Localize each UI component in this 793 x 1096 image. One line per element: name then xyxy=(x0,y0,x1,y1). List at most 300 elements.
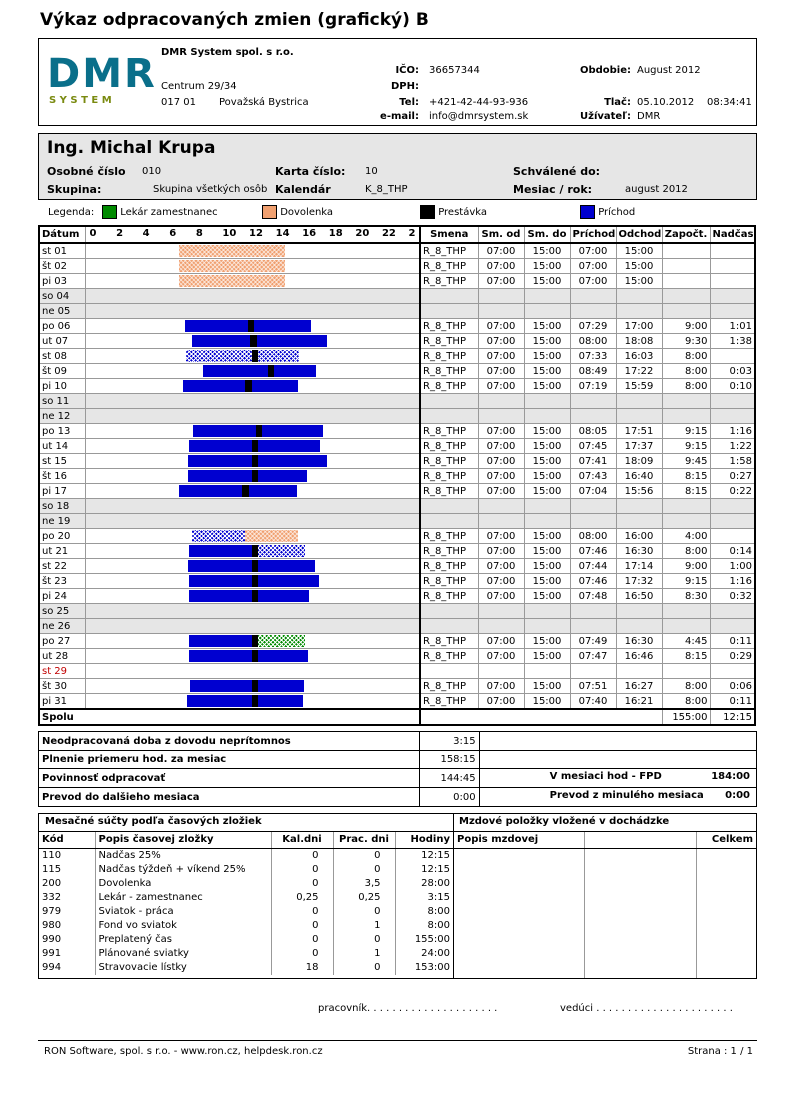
mesiac-label: Mesiac / rok: xyxy=(513,183,593,196)
row-gantt xyxy=(85,454,420,469)
row-date: po 27 xyxy=(39,634,85,649)
row-date: st 15 xyxy=(39,454,85,469)
row-smod: 07:00 xyxy=(478,424,524,439)
karta-label: Karta číslo: xyxy=(275,165,346,178)
row-nadcas xyxy=(710,394,755,409)
row-gantt xyxy=(85,394,420,409)
skupina-value: Skupina všetkých osôb xyxy=(153,184,268,195)
summary-kod: 110 xyxy=(39,848,95,863)
table-row xyxy=(39,243,755,259)
break-bar xyxy=(268,365,275,377)
table-row xyxy=(39,694,755,710)
row-nadcas: 1:22 xyxy=(710,439,755,454)
row-gantt xyxy=(85,439,420,454)
row-smod: 07:00 xyxy=(478,469,524,484)
row-odchod xyxy=(616,664,662,679)
row-nadcas: 1:58 xyxy=(710,454,755,469)
summary-row xyxy=(39,947,453,961)
company-logo xyxy=(45,49,157,109)
row-smdo: 15:00 xyxy=(524,349,570,364)
row-prichod: 07:19 xyxy=(570,379,616,394)
employee-box xyxy=(38,133,757,200)
footer-right: Strana : 1 / 1 xyxy=(687,1046,753,1057)
row-gantt xyxy=(85,559,420,574)
summary-prac: 0 xyxy=(333,863,395,877)
row-zapoct: 8:00 xyxy=(662,694,710,710)
row-prichod xyxy=(570,499,616,514)
row-prichod xyxy=(570,304,616,319)
row-prichod: 07:33 xyxy=(570,349,616,364)
table-row xyxy=(39,679,755,694)
row-date: št 23 xyxy=(39,574,85,589)
attendance-bar xyxy=(192,530,245,542)
summary-prac: 1 xyxy=(333,947,395,961)
row-smod: 07:00 xyxy=(478,589,524,604)
row-zapoct xyxy=(662,499,710,514)
fpd-label: V mesiaci hod - FPD xyxy=(549,771,662,782)
row-smod xyxy=(478,289,524,304)
row-gantt xyxy=(85,289,420,304)
row-odchod: 18:08 xyxy=(616,334,662,349)
prevod-do-value: 0:00 xyxy=(419,788,479,807)
row-date: st 08 xyxy=(39,349,85,364)
fpd-value: 184:00 xyxy=(711,771,750,782)
signature-worker: pracovník. . . . . . . . . . . . . . . . . . . . . xyxy=(318,1003,498,1014)
summary-kod: 980 xyxy=(39,919,95,933)
row-smena: R_8_THP xyxy=(420,334,478,349)
row-smod: 07:00 xyxy=(478,679,524,694)
row-zapoct xyxy=(662,289,710,304)
plnenie-value: 158:15 xyxy=(419,751,479,769)
row-prichod xyxy=(570,619,616,634)
row-smena: R_8_THP xyxy=(420,259,478,274)
summary-hod: 28:00 xyxy=(421,878,450,889)
row-prichod xyxy=(570,289,616,304)
summary-prac: 0 xyxy=(333,961,395,975)
ico-label: IČO: xyxy=(395,65,419,76)
row-prichod: 07:44 xyxy=(570,559,616,574)
row-smdo: 15:00 xyxy=(524,694,570,710)
hour-tick-label: 14 xyxy=(275,228,290,239)
summary-popis: Nadčas 25% xyxy=(95,848,271,863)
row-prichod: 07:40 xyxy=(570,694,616,710)
row-smdo xyxy=(524,514,570,529)
row-smod xyxy=(478,394,524,409)
summary-table xyxy=(39,832,453,975)
attendance-bar xyxy=(189,590,309,602)
payroll-header-row xyxy=(454,832,756,848)
summary-title: Mesačné súčty podľa časových zložiek xyxy=(45,816,262,827)
hour-tick-label: 22 xyxy=(381,228,396,239)
row-prichod: 07:43 xyxy=(570,469,616,484)
col-smdo: Sm. do xyxy=(524,226,570,243)
table-row xyxy=(39,604,755,619)
row-smena xyxy=(420,304,478,319)
legend-item-prestavka xyxy=(420,205,487,219)
company-zip: 017 01 xyxy=(161,97,196,108)
summary-kal: 0 xyxy=(271,947,333,961)
row-nadcas xyxy=(710,259,755,274)
summary-row xyxy=(39,848,453,863)
skupina-label: Skupina: xyxy=(47,183,102,196)
row-smdo: 15:00 xyxy=(524,334,570,349)
summary-kal: 0,25 xyxy=(271,891,333,905)
summary-h-kod: Kód xyxy=(39,832,95,848)
row-smdo: 15:00 xyxy=(524,439,570,454)
attendance-bar xyxy=(188,470,307,482)
row-zapoct xyxy=(662,243,710,259)
company-city: Považská Bystrica xyxy=(219,97,309,108)
legend-item-prichod xyxy=(580,205,635,219)
payroll-h-popis: Popis mzdovej xyxy=(454,832,584,848)
row-smdo: 15:00 xyxy=(524,274,570,289)
break-bar xyxy=(245,380,252,392)
row-smena: R_8_THP xyxy=(420,484,478,499)
spolu-label: Spolu xyxy=(39,709,420,725)
row-date: pi 03 xyxy=(39,274,85,289)
row-zapoct: 9:15 xyxy=(662,439,710,454)
fpd-cell xyxy=(479,769,756,788)
summary-row xyxy=(39,905,453,919)
row-zapoct: 4:45 xyxy=(662,634,710,649)
spolu-blank xyxy=(420,709,662,725)
row-zapoct xyxy=(662,514,710,529)
row-odchod: 15:00 xyxy=(616,259,662,274)
row-nadcas: 0:29 xyxy=(710,649,755,664)
summary-popis: Preplatený čas xyxy=(95,933,271,947)
hour-tick-label: 4 xyxy=(142,228,150,239)
row-zapoct xyxy=(662,664,710,679)
summary-prac: 0 xyxy=(333,905,395,919)
row-nadcas: 1:01 xyxy=(710,319,755,334)
break-bar xyxy=(252,635,259,647)
break-bar xyxy=(252,680,259,692)
row-nadcas: 0:27 xyxy=(710,469,755,484)
row-nadcas: 0:06 xyxy=(710,679,755,694)
row-smod: 07:00 xyxy=(478,379,524,394)
row-nadcas xyxy=(710,664,755,679)
row-gantt xyxy=(85,259,420,274)
vacation-bar xyxy=(245,530,298,542)
hour-tick-label: 6 xyxy=(169,228,177,239)
row-prichod xyxy=(570,514,616,529)
payroll-empty xyxy=(454,848,584,978)
table-row xyxy=(39,514,755,529)
row-gantt xyxy=(85,664,420,679)
row-prichod: 07:47 xyxy=(570,649,616,664)
row-zapoct: 8:15 xyxy=(662,649,710,664)
user-value: DMR xyxy=(637,111,661,122)
attendance-bar xyxy=(186,350,252,362)
row-gantt xyxy=(85,514,420,529)
row-zapoct: 9:00 xyxy=(662,319,710,334)
row-prichod: 08:00 xyxy=(570,334,616,349)
row-prichod: 07:00 xyxy=(570,243,616,259)
table-row xyxy=(39,469,755,484)
row-nadcas xyxy=(710,409,755,424)
row-odchod: 18:09 xyxy=(616,454,662,469)
table-row xyxy=(39,349,755,364)
row-gantt xyxy=(85,243,420,259)
row-smena: R_8_THP xyxy=(420,559,478,574)
row-zapoct xyxy=(662,394,710,409)
employee-name: Ing. Michal Krupa xyxy=(47,138,216,158)
legend-item-label: Dovolenka xyxy=(280,207,334,218)
col-prichod: Príchod xyxy=(570,226,616,243)
row-gantt xyxy=(85,679,420,694)
company-name: DMR System spol. s r.o. xyxy=(161,47,294,58)
summary-hod: 153:00 xyxy=(414,962,450,973)
row-odchod: 17:32 xyxy=(616,574,662,589)
dph-label: DPH: xyxy=(391,81,419,92)
col-smena: Smena xyxy=(420,226,478,243)
summary-hod: 12:15 xyxy=(421,850,450,861)
legend-item-label: Lekár zamestnanec xyxy=(120,207,218,218)
obdobie-label: Obdobie: xyxy=(579,65,631,76)
row-date: so 18 xyxy=(39,499,85,514)
payroll-empty xyxy=(584,848,696,978)
summary-popis: Fond vo sviatok xyxy=(95,919,271,933)
row-zapoct xyxy=(662,259,710,274)
neodpr-blank xyxy=(479,732,756,751)
prevod-z-value: 0:00 xyxy=(725,790,750,801)
row-smod: 07:00 xyxy=(478,319,524,334)
row-smena xyxy=(420,394,478,409)
row-smena xyxy=(420,289,478,304)
row-smena: R_8_THP xyxy=(420,439,478,454)
row-smdo: 15:00 xyxy=(524,424,570,439)
row-smdo: 15:00 xyxy=(524,379,570,394)
vacation-bar xyxy=(179,260,285,272)
row-prichod: 07:48 xyxy=(570,589,616,604)
row-odchod xyxy=(616,289,662,304)
table-row xyxy=(39,439,755,454)
row-smdo: 15:00 xyxy=(524,589,570,604)
legend-swatch-orange xyxy=(262,205,277,219)
attendance-bar xyxy=(258,545,305,557)
row-odchod xyxy=(616,304,662,319)
row-odchod: 17:37 xyxy=(616,439,662,454)
row-smena xyxy=(420,604,478,619)
row-smena: R_8_THP xyxy=(420,649,478,664)
osobne-value: 010 xyxy=(142,166,162,177)
break-bar xyxy=(252,440,259,452)
summary-h-kal: Kal.dni xyxy=(271,832,333,848)
row-gantt xyxy=(85,649,420,664)
col-smod: Sm. od xyxy=(478,226,524,243)
summary-hod: 12:15 xyxy=(421,864,450,875)
row-prichod: 07:46 xyxy=(570,574,616,589)
row-smdo: 15:00 xyxy=(524,319,570,334)
hour-tick-label: 18 xyxy=(328,228,343,239)
row-smena: R_8_THP xyxy=(420,364,478,379)
hour-tick-label: 2 xyxy=(116,228,124,239)
row-gantt xyxy=(85,319,420,334)
row-nadcas: 0:22 xyxy=(710,484,755,499)
row-odchod: 17:14 xyxy=(616,559,662,574)
summary-header-row xyxy=(39,832,453,848)
row-nadcas: 1:00 xyxy=(710,559,755,574)
osobne-label: Osobné číslo xyxy=(47,165,126,178)
row-odchod: 17:22 xyxy=(616,364,662,379)
row-gantt xyxy=(85,274,420,289)
row-nadcas xyxy=(710,514,755,529)
summary-prac: 0 xyxy=(333,933,395,947)
row-smena xyxy=(420,499,478,514)
neodpr-label: Neodpracovaná doba z dovodu neprítomnos xyxy=(39,732,420,751)
row-zapoct: 8:00 xyxy=(662,544,710,559)
row-nadcas xyxy=(710,529,755,544)
row-smod xyxy=(478,664,524,679)
row-gantt xyxy=(85,364,420,379)
attendance-bar xyxy=(192,335,327,347)
row-date: ut 28 xyxy=(39,649,85,664)
break-bar xyxy=(252,455,259,467)
break-bar xyxy=(252,350,259,362)
row-odchod xyxy=(616,619,662,634)
row-smena: R_8_THP xyxy=(420,454,478,469)
row-zapoct xyxy=(662,304,710,319)
row-nadcas: 0:32 xyxy=(710,589,755,604)
table-row xyxy=(39,559,755,574)
table-row xyxy=(39,589,755,604)
row-smod: 07:00 xyxy=(478,574,524,589)
summary-row xyxy=(39,961,453,975)
row-prichod xyxy=(570,394,616,409)
col-datum: Dátum xyxy=(39,226,85,243)
grid-header-row xyxy=(39,226,755,243)
prevod-z-cell xyxy=(479,788,756,807)
table-row xyxy=(39,544,755,559)
povinnost-label: Povinnosť odpracovať xyxy=(39,769,420,788)
row-zapoct: 9:30 xyxy=(662,334,710,349)
tlac-label: Tlač: xyxy=(604,97,631,108)
table-row xyxy=(39,334,755,349)
row-odchod: 16:40 xyxy=(616,469,662,484)
break-bar xyxy=(252,560,259,572)
row-smod: 07:00 xyxy=(478,259,524,274)
table-row xyxy=(39,454,755,469)
col-hours xyxy=(85,226,420,243)
row-odchod: 15:00 xyxy=(616,274,662,289)
table-row xyxy=(39,259,755,274)
footer-line xyxy=(38,1040,757,1041)
attendance-bar xyxy=(189,545,252,557)
table-row xyxy=(39,484,755,499)
summary-popis: Lekár - zamestnanec xyxy=(95,891,271,905)
break-bar xyxy=(256,425,263,437)
row-smod xyxy=(478,604,524,619)
row-zapoct: 8:00 xyxy=(662,679,710,694)
legend-label: Legenda: xyxy=(48,207,95,218)
summary-hod: 3:15 xyxy=(427,892,450,903)
row-zapoct: 8:15 xyxy=(662,484,710,499)
row-nadcas: 0:10 xyxy=(710,379,755,394)
summary-row xyxy=(39,863,453,877)
row-odchod: 15:56 xyxy=(616,484,662,499)
row-smod: 07:00 xyxy=(478,349,524,364)
prevod-do-label: Prevod do dalšieho mesiaca xyxy=(39,788,420,807)
break-bar xyxy=(252,545,259,557)
row-prichod xyxy=(570,664,616,679)
row-nadcas xyxy=(710,289,755,304)
row-odchod: 16:46 xyxy=(616,649,662,664)
row-smdo xyxy=(524,604,570,619)
summary-kal: 0 xyxy=(271,933,333,947)
row-smdo: 15:00 xyxy=(524,529,570,544)
attendance-bar xyxy=(189,650,309,662)
row-gantt xyxy=(85,604,420,619)
row-smdo xyxy=(524,499,570,514)
report-title: Výkaz odpracovaných zmien (grafický) B xyxy=(40,10,429,30)
row-gantt xyxy=(85,424,420,439)
row-smena: R_8_THP xyxy=(420,679,478,694)
povinnost-value: 144:45 xyxy=(419,769,479,788)
schvalene-label: Schválené do: xyxy=(513,165,601,178)
row-nadcas: 1:16 xyxy=(710,574,755,589)
row-smod: 07:00 xyxy=(478,274,524,289)
row-smod xyxy=(478,499,524,514)
summary-h-popis: Popis časovej zložky xyxy=(95,832,271,848)
legend-item-label: Prestávka xyxy=(438,207,488,218)
table-row xyxy=(39,319,755,334)
row-zapoct: 9:45 xyxy=(662,454,710,469)
row-smdo: 15:00 xyxy=(524,634,570,649)
row-date: pi 31 xyxy=(39,694,85,710)
row-date: št 02 xyxy=(39,259,85,274)
row-date: so 04 xyxy=(39,289,85,304)
break-bar xyxy=(242,485,249,497)
row-date: pi 17 xyxy=(39,484,85,499)
summary-h-prac: Prac. dni xyxy=(333,832,395,848)
row-date: st 01 xyxy=(39,243,85,259)
hour-tick-label: 16 xyxy=(302,228,317,239)
row-odchod xyxy=(616,514,662,529)
row-zapoct xyxy=(662,619,710,634)
table-row xyxy=(39,529,755,544)
row-smena: R_8_THP xyxy=(420,274,478,289)
summary-hod: 155:00 xyxy=(414,934,450,945)
row-prichod: 07:00 xyxy=(570,259,616,274)
summary-kod: 979 xyxy=(39,905,95,919)
payroll-empty xyxy=(696,848,756,978)
logo-main: DMR xyxy=(47,51,157,97)
summary-hod: 8:00 xyxy=(427,920,450,931)
table-row xyxy=(39,364,755,379)
row-gantt xyxy=(85,574,420,589)
spolu-row xyxy=(39,709,755,725)
table-row xyxy=(39,424,755,439)
mesiac-value: august 2012 xyxy=(625,184,688,195)
user-label: Užívateľ: xyxy=(580,111,631,122)
row-smdo xyxy=(524,409,570,424)
col-nadcas: Nadčas xyxy=(710,226,755,243)
tel-label: Tel: xyxy=(399,97,419,108)
row-odchod: 16:50 xyxy=(616,589,662,604)
legend-item-label: Príchod xyxy=(598,207,636,218)
legend xyxy=(40,205,756,221)
row-date: po 06 xyxy=(39,319,85,334)
row-smdo: 15:00 xyxy=(524,679,570,694)
legend-item-lekar xyxy=(102,205,218,219)
summary-kal: 0 xyxy=(271,919,333,933)
kalendar-value: K_8_THP xyxy=(365,184,408,195)
attendance-bar xyxy=(183,380,298,392)
row-smod: 07:00 xyxy=(478,334,524,349)
email-value: info@dmrsystem.sk xyxy=(429,111,529,122)
kalendar-label: Kalendár xyxy=(275,183,331,196)
row-prichod: 07:41 xyxy=(570,454,616,469)
